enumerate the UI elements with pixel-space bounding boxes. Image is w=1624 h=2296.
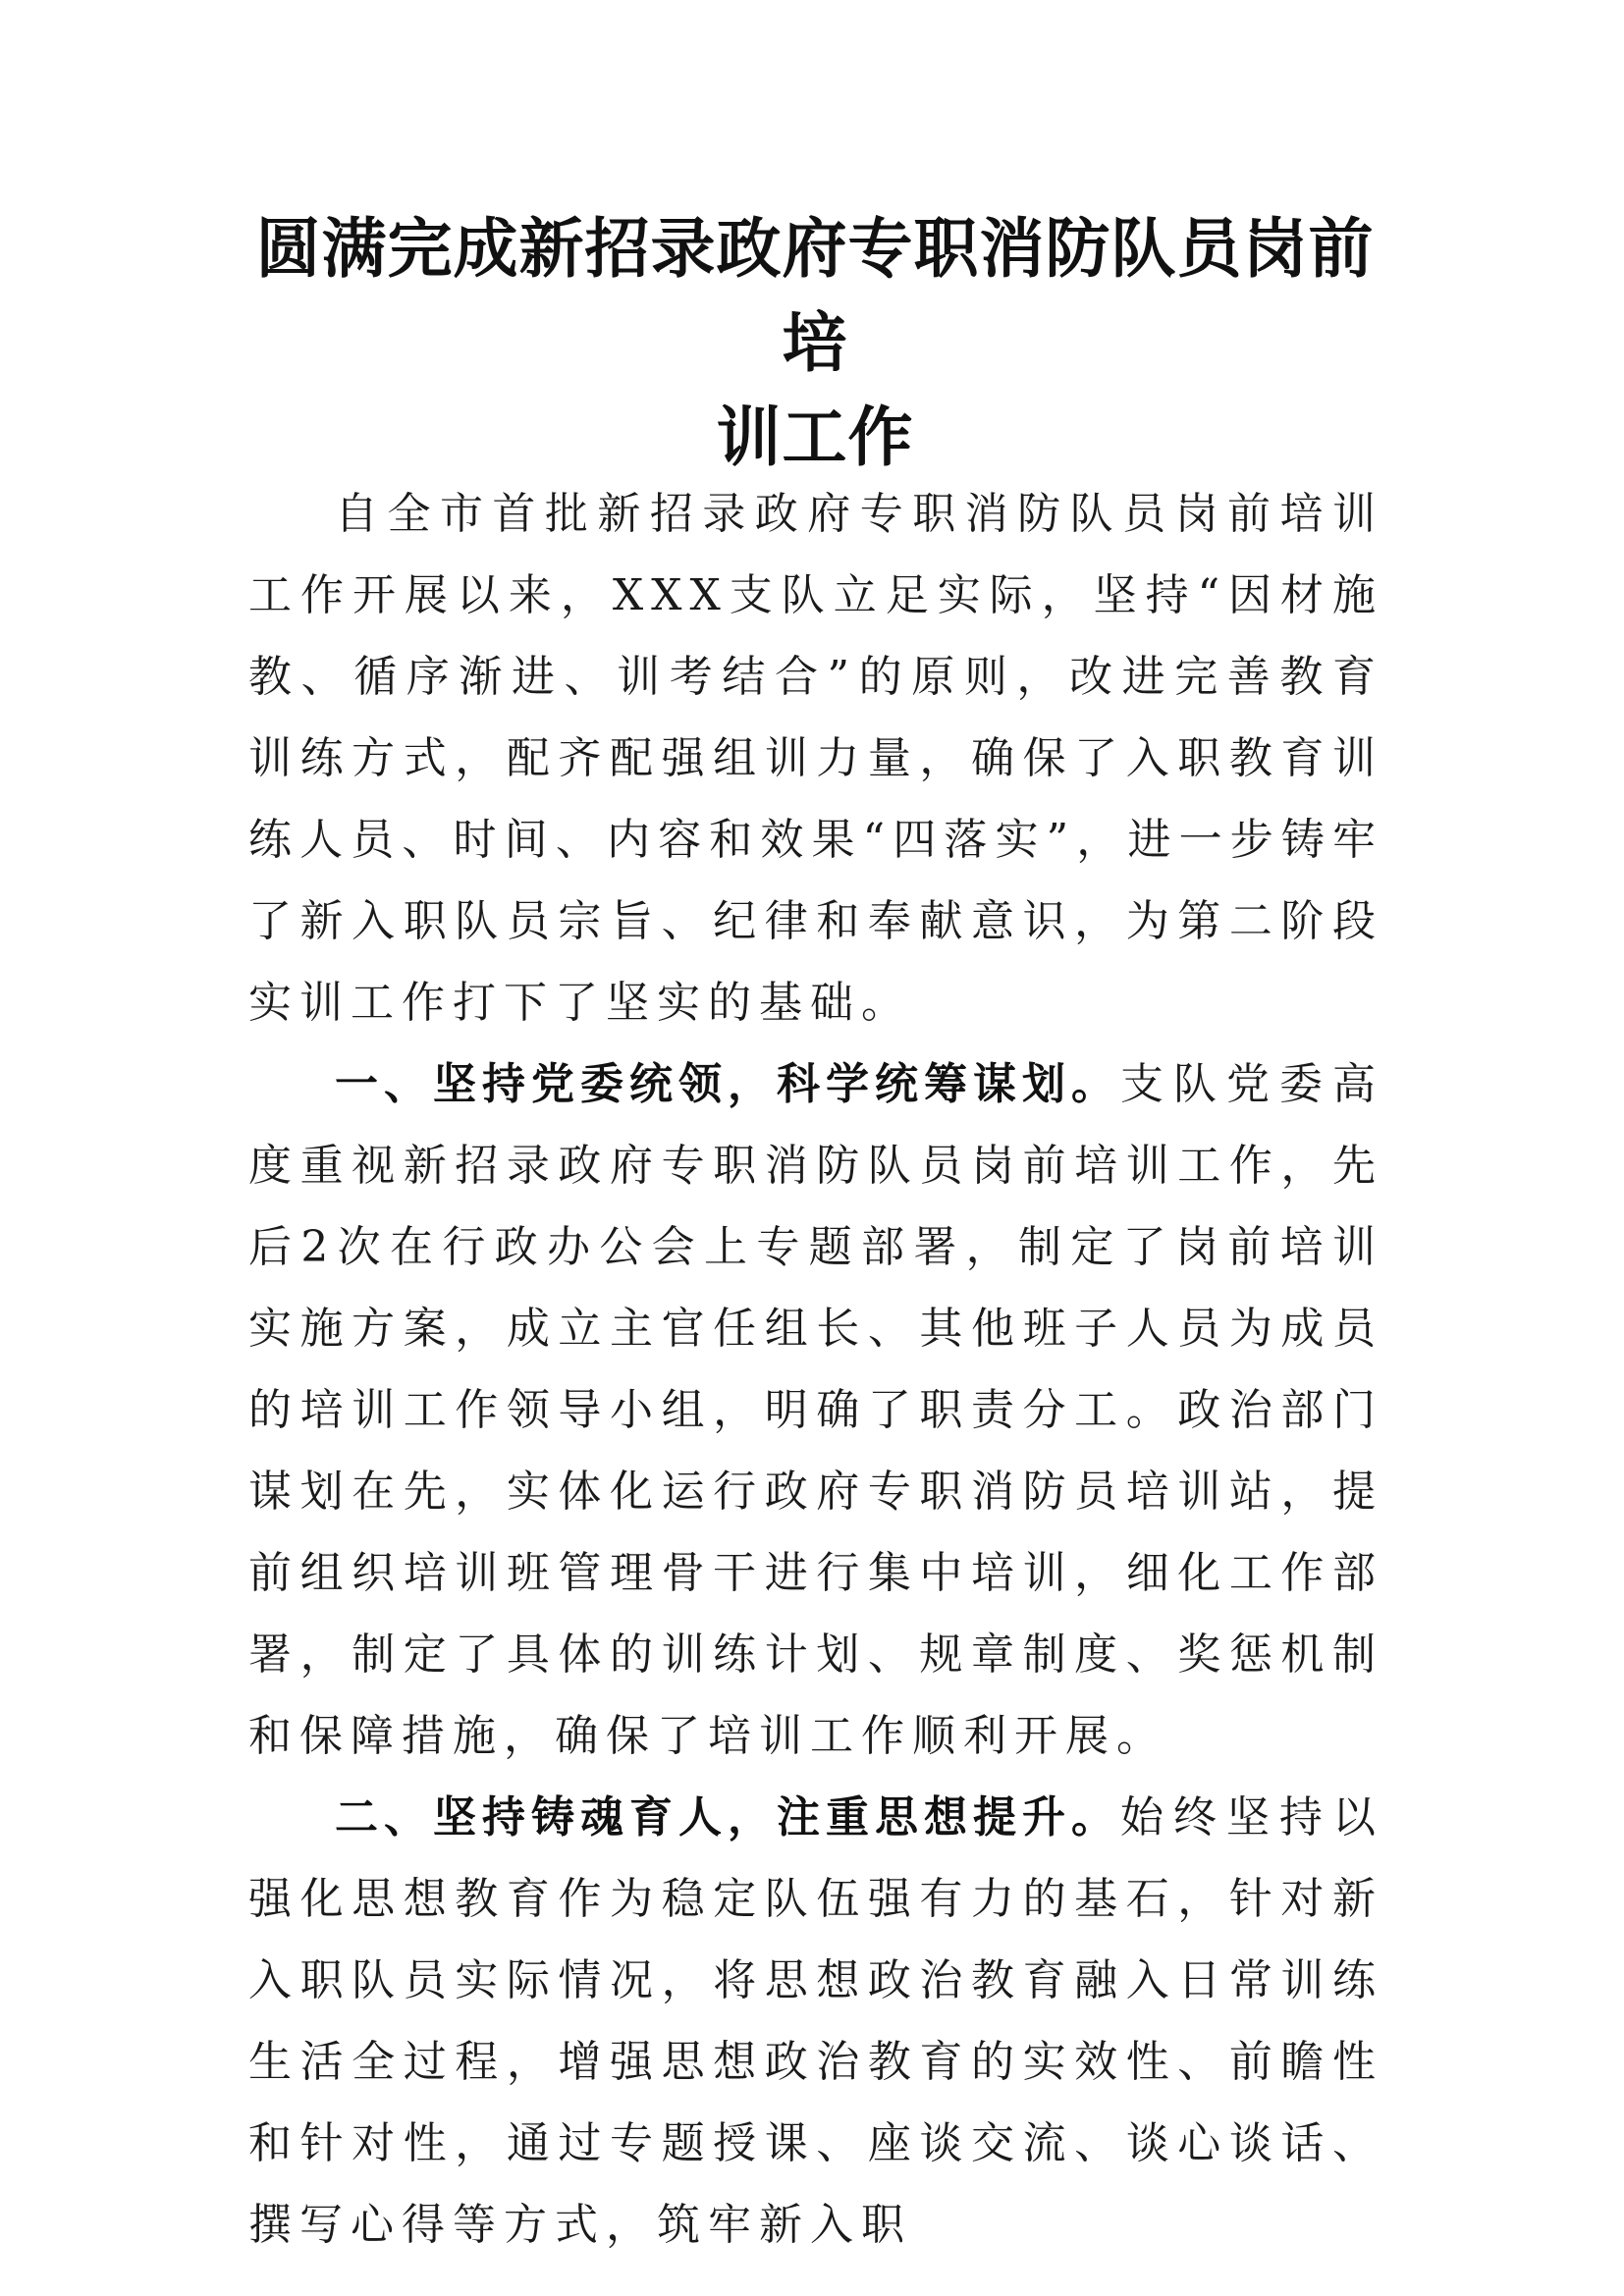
paragraph-text: 始终坚持以强化思想教育作为稳定队伍强有力的基石，针对新入职队员实际情况，将思想政治教育融入日常训练生活全过程，增强思想政治教育的实效性、前瞻性和针对性，通过专题授课、座谈交流、谈心谈话、撰写心得等方式，筑牢新入职 xyxy=(248,1792,1383,2250)
paragraph-section-1 xyxy=(248,1043,1383,1777)
title-line-1: 圆满完成新招录政府专职消防队员岗前培 xyxy=(255,210,1375,381)
section-heading: 一、坚持党委统领，科学统筹谋划。 xyxy=(335,1059,1120,1109)
document-body xyxy=(248,473,1383,2266)
section-heading: 二、坚持铸魂育人，注重思想提升。 xyxy=(335,1792,1120,1842)
paragraph-text: 自全市首批新招录政府专职消防队员岗前培训工作开展以来，XXX支队立足实际，坚持“因材施教、循序渐进、训考结合”的原则，改进完善教育训练方式，配齐配强组训力量，确保了入职教育训练人员、时间、内容和效果“四落实”，进一步铸牢了新入职队员宗旨、纪律和奉献意识，为第二阶段实训工作打下了坚实的基础。 xyxy=(248,489,1383,1028)
paragraph-section-2 xyxy=(248,1777,1383,2266)
paragraph-intro xyxy=(248,473,1383,1043)
title-line-2: 训工作 xyxy=(716,399,914,475)
document-title xyxy=(236,201,1394,484)
paragraph-text: 支队党委高度重视新招录政府专职消防队员岗前培训工作，先后2次在行政办公会上专题部署，制定了岗前培训实施方案，成立主官任组长、其他班子人员为成员的培训工作领导小组，明确了职责分工。政治部门谋划在先，实体化运行政府专职消防员培训站，提前组织培训班管理骨干进行集中培训，细化工作部署，制定了具体的训练计划、规章制度、奖惩机制和保障措施，确保了培训工作顺利开展。 xyxy=(248,1059,1383,1761)
